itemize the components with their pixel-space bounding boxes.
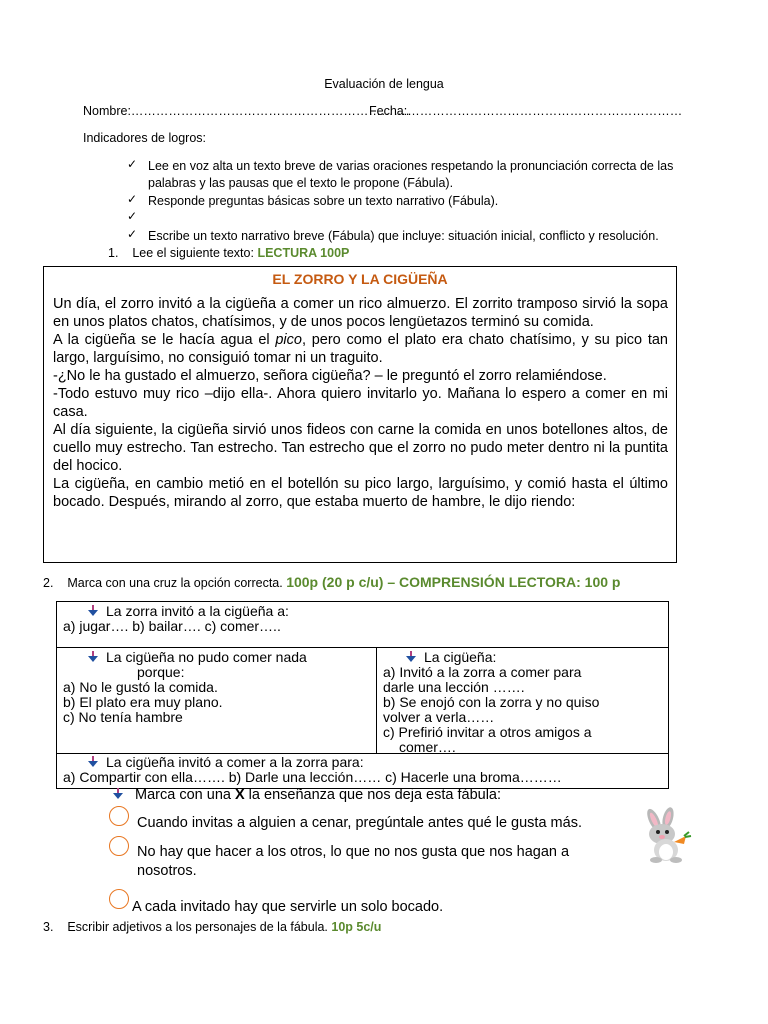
question-prompt-continuation: porque: (137, 664, 185, 680)
story-text-segment: pico (275, 332, 302, 348)
question-prompt (88, 650, 307, 666)
item-text: Lee el siguiente texto: (132, 246, 258, 260)
lesson-prompt (113, 786, 501, 805)
question-1-box (56, 601, 669, 648)
story-paragraph: -Todo estuvo muy rico –dijo ella-. Ahora quiero invitarlo yo. Mañana lo espero a comer en mi casa. (53, 386, 668, 420)
question-3-box (376, 647, 669, 754)
story-paragraph: -¿No le ha gustado el almuerzo, señora cigüeña? – le preguntó el zorro relamiéndose. (53, 368, 607, 384)
story-paragraph: Al día siguiente, la cigüeña sirvió unos fideos con carne la comida en unos botellones altos, de cuello muy estrecho. Tan estrecho. Tan estrecho que el zorro no pudo meter dentro ni la puntita del hocico. (53, 422, 668, 474)
option-c[interactable]: c) No tenía hambre (63, 709, 183, 725)
option-b-continuation: volver a verla…… (383, 709, 495, 725)
story-paragraph: Un día, el zorro invitó a la cigüeña a comer un rico almuerzo. El zorrito tramposo sirvió la sopa en unos platos chatos, chatísimos, y de unos pocos lengüetazos terminó su comida. (53, 296, 668, 330)
answer-circle-icon[interactable] (109, 836, 129, 856)
item-points: 100p (20 p c/u) – COMPRENSIÓN LECTORA: 100 p (286, 574, 621, 590)
name-field[interactable]: Nombre:…………………………………………………………. (83, 104, 410, 118)
item-text: Escribir adjetivos a los personajes de la fábula. (67, 920, 332, 934)
item-3-instruction (43, 920, 381, 934)
story-text-segment: A la cigüeña se le hacía agua el (53, 332, 276, 348)
arrow-bullet-icon (88, 756, 100, 768)
checkmark-icon: ✓ (127, 192, 138, 206)
arrow-bullet-icon (406, 651, 418, 663)
option-b[interactable]: b) El plato era muy plano. (63, 694, 223, 710)
lesson-prompt-text: Marca con una (135, 787, 235, 803)
item-number: 3. (43, 920, 54, 934)
item-1-instruction (108, 246, 349, 260)
item-2-instruction (43, 574, 620, 590)
story-title: EL ZORRO Y LA CIGÜEÑA (272, 271, 448, 287)
checkmark-icon: ✓ (127, 227, 138, 241)
arrow-bullet-icon (88, 605, 100, 617)
story-box (43, 266, 677, 563)
question-text: La cigüeña no pudo comer nada (106, 649, 307, 665)
indicator-item: Responde preguntas básicas sobre un texto narrativo (Fábula). (148, 194, 499, 208)
question-text: La cigüeña invitó a comer a la zorra para: (106, 754, 364, 770)
arrow-bullet-icon (88, 651, 100, 663)
indicators-heading: Indicadores de logros: (83, 131, 206, 145)
option-a-continuation: darle una lección ……. (383, 679, 525, 695)
story-paragraph (53, 331, 668, 367)
story-paragraph: La cigüeña, en cambio metió en el botellón su pico largo, larguísimo, y comió hasta el último bocado. Después, mirando al zorro, que estaba muerto de hambre, le dijo riendo: (53, 476, 668, 510)
indicator-item: Lee en voz alta un texto breve de varias oraciones respetando la pronunciación correcta de las palabras y las pausas que el texto le propone (Fábula). (148, 159, 674, 190)
question-text: La zorra invitó a la cigüeña a: (106, 603, 289, 619)
checkmark-icon: ✓ (127, 157, 138, 171)
answer-circle-icon[interactable] (109, 806, 129, 826)
story-text-segment: , pero como el plato era chato chatísimo, y su pico tan largo, larguísimo, no consiguió tomar ni un traguito. (53, 332, 668, 366)
lesson-option-3: A cada invitado hay que servirle un solo bocado. (132, 899, 444, 915)
indicator-item: Escribe un texto narrativo breve (Fábula) que incluye: situación inicial, conflicto y resolución. (148, 229, 659, 243)
lesson-option-1: Cuando invitas a alguien a cenar, pregúntale antes qué le gusta más. (137, 815, 582, 831)
question-options[interactable]: a) jugar…. b) bailar…. c) comer….. (63, 618, 281, 634)
question-options[interactable]: a) Compartir con ella……. b) Darle una lección…… c) Hacerle una broma……… (63, 769, 562, 785)
page-title: Evaluación de lengua (324, 77, 444, 91)
item-points: LECTURA 100P (257, 246, 350, 260)
item-number: 2. (43, 576, 54, 590)
item-points: 10p 5c/u (331, 920, 382, 934)
answer-circle-icon[interactable] (109, 889, 129, 909)
option-c[interactable]: c) Prefirió invitar a otros amigos a (383, 724, 592, 740)
lesson-option-2: No hay que hacer a los otros, lo que no nos gusta que nos hagan a nosotros. (137, 844, 570, 879)
question-text: La cigüeña: (424, 649, 497, 665)
date-field[interactable]: Fecha:………………………………………………………… (369, 104, 683, 118)
option-a[interactable]: a) No le gustó la comida. (63, 679, 218, 695)
story-text (53, 295, 668, 511)
option-b[interactable]: b) Se enojó con la zorra y no quiso (383, 694, 600, 710)
rabbit-illustration (640, 806, 696, 864)
option-c-continuation: comer…. (399, 739, 456, 755)
checkmark-icon: ✓ (127, 209, 138, 223)
item-number: 1. (108, 246, 119, 260)
lesson-prompt-x: X (234, 787, 245, 803)
item-text: Marca con una cruz la opción correcta. (67, 576, 287, 590)
arrow-bullet-icon (113, 788, 125, 800)
lesson-prompt-text: la enseñanza que nos deja esta fábula: (244, 787, 502, 803)
option-a[interactable]: a) Invitó a la zorra a comer para (383, 664, 582, 680)
question-4-box (56, 753, 669, 789)
question-2-box (56, 647, 377, 754)
